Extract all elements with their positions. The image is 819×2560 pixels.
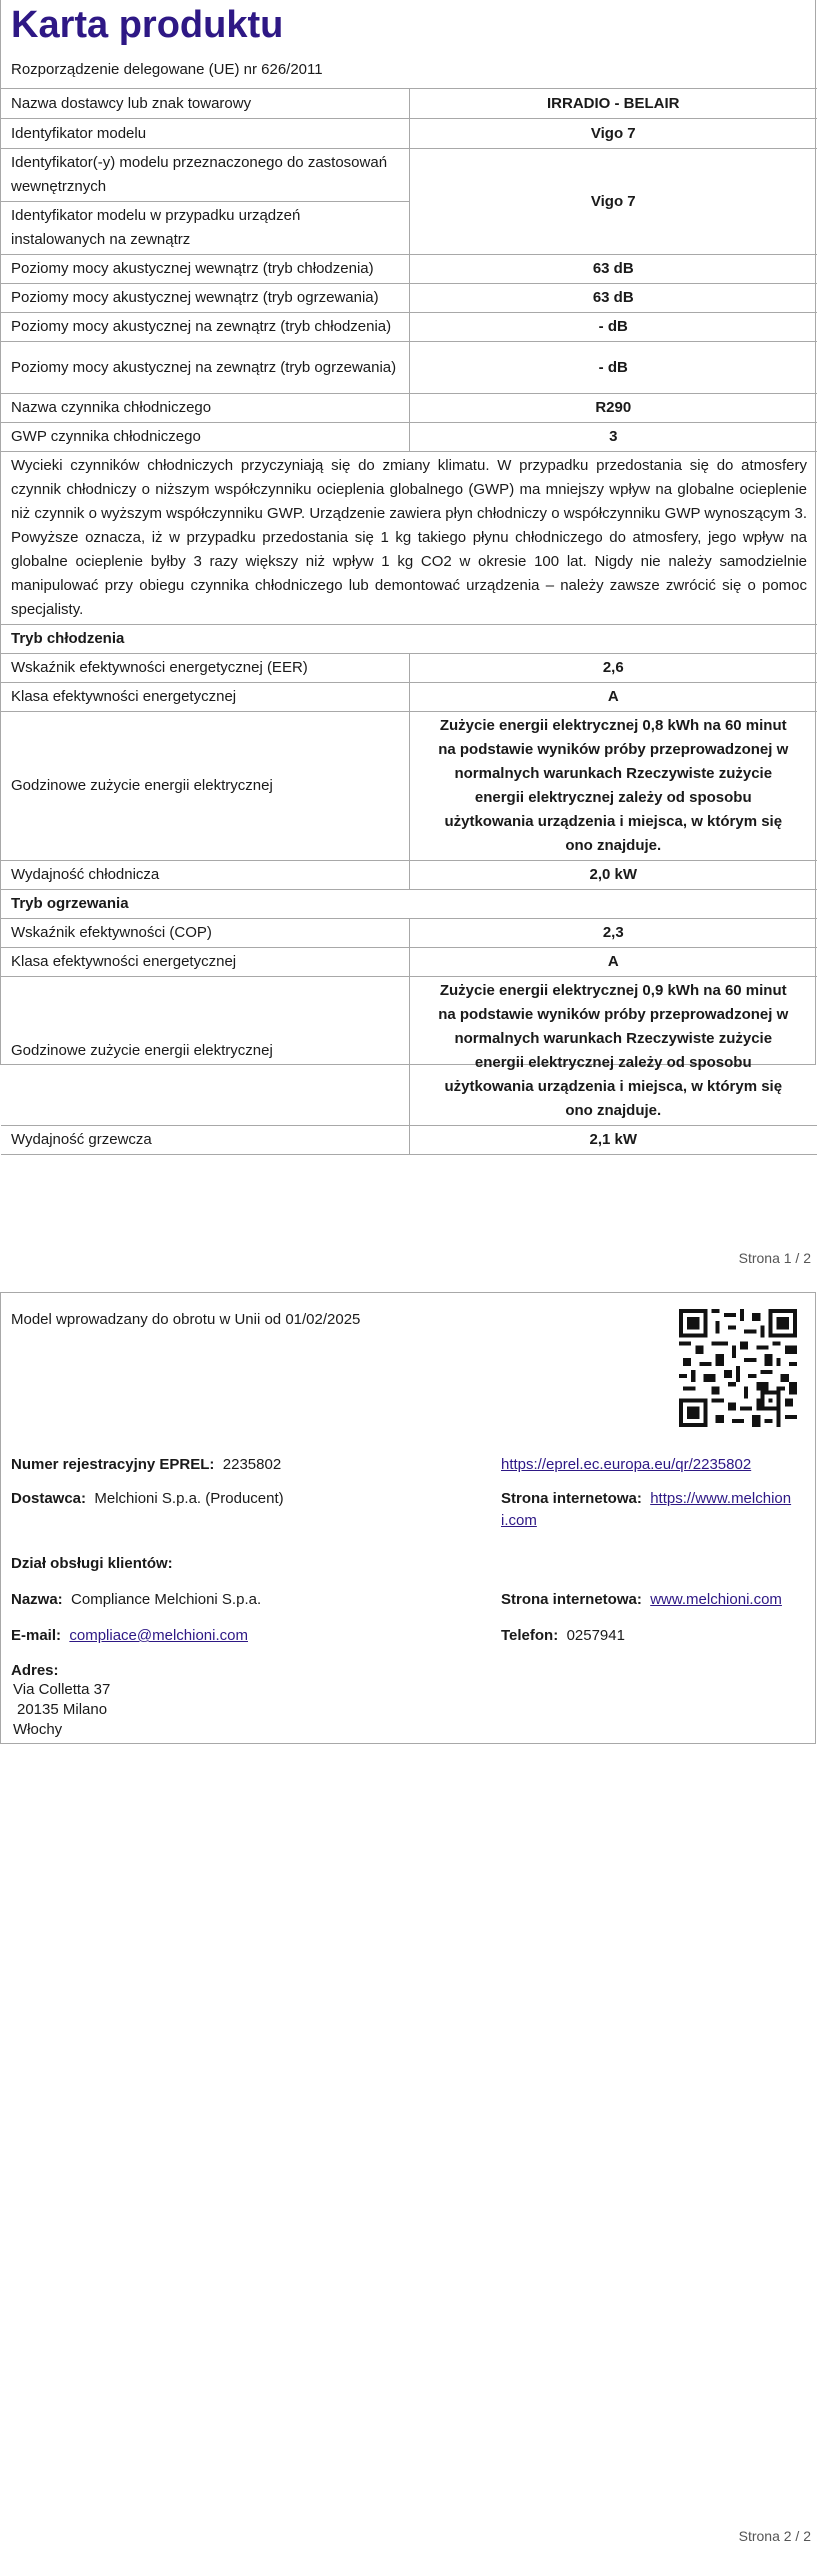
table-row — [1, 861, 817, 890]
table-row — [1, 1126, 817, 1155]
cs-email — [11, 1625, 248, 1647]
row-label: Wydajność grzewcza — [1, 1126, 409, 1155]
row-label: GWP czynnika chłodniczego — [1, 423, 409, 452]
table-row — [1, 683, 817, 712]
eprel-value: 2235802 — [222, 1456, 282, 1473]
row-label: Identyfikator modelu w przypadku urządzeń instalowanych na zewnątrz — [1, 202, 409, 255]
row-value: 2,6 — [409, 654, 817, 683]
row-label: Poziomy mocy akustycznej wewnątrz (tryb ogrzewania) — [1, 284, 409, 313]
row-value: Zużycie energii elektrycznej 0,8 kWh na 60 minut na podstawie wyników próby przeprowadzonej w normalnych warunkach Rzeczywiste zużycie energii elektrycznej zależy od sposobu użytkowania urządzenia i miejsca, w którym się ono znajduje. — [409, 712, 817, 861]
cs-website-label: Strona internetowa: — [501, 1591, 642, 1608]
supplier-website — [501, 1488, 791, 1510]
row-value: 2,3 — [409, 919, 817, 948]
row-label: Klasa efektywności energetycznej — [1, 683, 409, 712]
table-row — [1, 394, 817, 423]
row-label: Nazwa czynnika chłodniczego — [1, 394, 409, 423]
cs-name — [11, 1589, 261, 1611]
heating-section-header: Tryb ogrzewania — [1, 890, 817, 919]
row-value: - dB — [409, 313, 817, 342]
table-row — [1, 149, 817, 202]
row-value: 2,1 kW — [409, 1126, 817, 1155]
row-label: Poziomy mocy akustycznej na zewnątrz (tryb ogrzewania) — [1, 342, 409, 394]
page-number-1: Strona 1 / 2 — [738, 1250, 811, 1266]
row-value: - dB — [409, 342, 817, 394]
cs-website — [501, 1589, 782, 1611]
table-row — [1, 452, 817, 625]
row-value: IRRADIO - BELAIR — [409, 89, 817, 119]
row-value: Vigo 7 — [409, 119, 817, 149]
table-row — [1, 712, 817, 861]
address-line-3: Włochy — [13, 1721, 63, 1738]
page-number-2: Strona 2 / 2 — [738, 2528, 811, 2544]
address-line-2: 20135 Milano — [17, 1701, 108, 1718]
row-value: 2,0 kW — [409, 861, 817, 890]
table-row — [1, 625, 817, 654]
row-label: Godzinowe zużycie energii elektrycznej — [1, 712, 409, 861]
table-row — [1, 284, 817, 313]
row-value: 63 dB — [409, 255, 817, 284]
phone-label: Telefon: — [501, 1627, 559, 1644]
table-row — [1, 89, 817, 119]
customer-service-header: Dział obsługi klientów: — [11, 1555, 173, 1572]
table-row — [1, 342, 817, 394]
row-value: A — [409, 948, 817, 977]
table-row — [1, 255, 817, 284]
row-label: Nazwa dostawcy lub znak towarowy — [1, 89, 409, 119]
spec-table — [1, 88, 817, 1155]
row-label: Wskaźnik efektywności (COP) — [1, 919, 409, 948]
table-row — [1, 977, 817, 1126]
row-label: Identyfikator(-y) modelu przeznaczonego do zastosowań wewnętrznych — [1, 149, 409, 202]
row-label: Godzinowe zużycie energii elektrycznej — [1, 977, 409, 1126]
row-label: Poziomy mocy akustycznej na zewnątrz (tryb chłodzenia) — [1, 313, 409, 342]
product-sheet-page-1 — [0, 0, 816, 1148]
supplier — [11, 1488, 284, 1510]
website-link-continued[interactable]: i.com — [501, 1512, 537, 1529]
refrigerant-notice: Wycieki czynników chłodniczych przyczyniają się do zmiany klimatu. W przypadku przedostania się do atmosfery czynnik chłodniczy o niższym współczynniku ocieplenia globalnego (GWP) ma mniejszy wpływ na globalne ocieplenie niż czynnik o wyższym współczynniku GWP. Urządzenie zawiera płyn chłodniczy o współczynniku GWP wynoszącym 3. Powyższe oznacza, iż w przypadku przedostania się 1 kg takiego płynu chłodniczego do atmosfery, jego wpływ na globalne ocieplenie byłby 3 razy większy niż wpływ 1 kg CO2 w okresie 100 lat. Nigdy nie należy samodzielnie manipulować przy obiegu czynnika chłodniczego lub demontować urządzenia – należy zawsze zwrócić się o pomoc specjalisty. — [1, 452, 817, 625]
row-value: R290 — [409, 394, 817, 423]
eprel-label: Numer rejestracyjny EPREL: — [11, 1456, 215, 1473]
row-value: Vigo 7 — [409, 149, 817, 255]
address-label: Adres: — [11, 1662, 59, 1679]
eprel-link[interactable]: https://eprel.ec.europa.eu/qr/2235802 — [501, 1456, 752, 1473]
cs-website-link[interactable]: www.melchioni.com — [650, 1591, 782, 1608]
page-title: Karta produktu — [11, 4, 284, 46]
website-link[interactable]: https://www.melchion — [650, 1490, 792, 1507]
email-link[interactable]: compliace@melchioni.com — [69, 1627, 248, 1644]
supplier-value: Melchioni S.p.a. (Producent) — [94, 1490, 284, 1507]
regulation-reference: Rozporządzenie delegowane (UE) nr 626/2011 — [11, 61, 323, 78]
cooling-section-header: Tryb chłodzenia — [1, 625, 817, 654]
table-row — [1, 119, 817, 149]
table-row — [1, 313, 817, 342]
row-value: A — [409, 683, 817, 712]
row-value: Zużycie energii elektrycznej 0,9 kWh na 60 minut na podstawie wyników próby przeprowadzonej w normalnych warunkach Rzeczywiste zużycie energii elektrycznej zależy od sposobu użytkowania urządzenia i miejsca, w którym się ono znajduje. — [409, 977, 817, 1126]
product-sheet-page-2 — [0, 1292, 816, 1744]
row-label: Identyfikator modelu — [1, 119, 409, 149]
row-label: Klasa efektywności energetycznej — [1, 948, 409, 977]
qr-code-icon — [679, 1309, 797, 1427]
website-label: Strona internetowa: — [501, 1490, 642, 1507]
table-row — [1, 423, 817, 452]
email-label: E-mail: — [11, 1627, 62, 1644]
table-row — [1, 919, 817, 948]
supplier-label: Dostawca: — [11, 1490, 87, 1507]
eprel-number — [11, 1454, 281, 1476]
table-row — [1, 890, 817, 919]
name-value: Compliance Melchioni S.p.a. — [71, 1591, 262, 1608]
row-value: 63 dB — [409, 284, 817, 313]
row-label: Wydajność chłodnicza — [1, 861, 409, 890]
address-line-1: Via Colletta 37 — [13, 1681, 111, 1698]
phone-value: 0257941 — [566, 1627, 625, 1644]
row-label: Wskaźnik efektywności energetycznej (EER) — [1, 654, 409, 683]
cs-phone — [501, 1625, 625, 1647]
row-label: Poziomy mocy akustycznej wewnątrz (tryb chłodzenia) — [1, 255, 409, 284]
name-label: Nazwa: — [11, 1591, 63, 1608]
market-date: Model wprowadzany do obrotu w Unii od 01/02/2025 — [11, 1311, 361, 1328]
row-value: 3 — [409, 423, 817, 452]
table-row — [1, 948, 817, 977]
table-row — [1, 654, 817, 683]
